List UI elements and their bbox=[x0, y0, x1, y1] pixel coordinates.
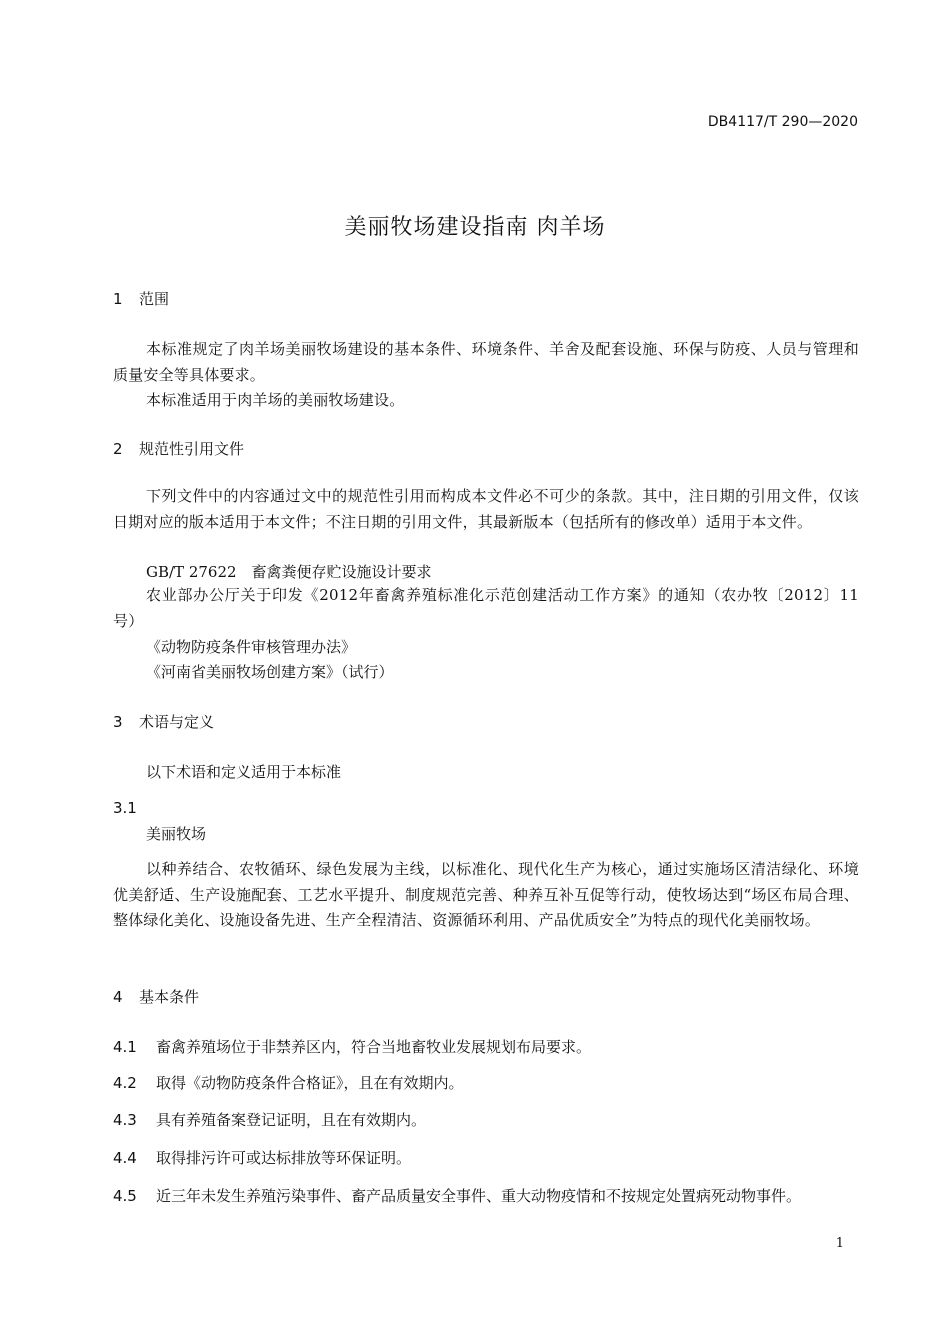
section-number: 3 bbox=[113, 713, 123, 731]
condition-item bbox=[113, 1036, 591, 1057]
condition-number: 4.2 bbox=[113, 1074, 137, 1092]
section-number: 4 bbox=[113, 988, 123, 1006]
section-title: 术语与定义 bbox=[139, 713, 215, 731]
condition-item bbox=[113, 1147, 411, 1168]
reference-item: GB/T 27622 畜禽粪便存贮设施设计要求 bbox=[146, 563, 432, 581]
term-definition: 以种养结合、农牧循环、绿色发展为主线，以标准化、现代化生产为核心，通过实施场区清洁绿化、环境优美舒适、生产设施配套、工艺水平提升、制度规范完善、种养互补互促等行动，使牧场达到“场区布局合理、整体绿化美化、设施设备先进、生产全程清洁、资源循环利用、产品优质安全”为特点的现代化美丽牧场。 bbox=[113, 860, 859, 929]
page-number: 1 bbox=[835, 1236, 844, 1251]
section-title: 规范性引用文件 bbox=[139, 440, 245, 458]
condition-text: 近三年未发生养殖污染事件、畜产品质量安全事件、重大动物疫情和不按规定处置病死动物事件。 bbox=[156, 1187, 802, 1205]
section-title: 范围 bbox=[139, 290, 170, 308]
reference-item: 《河南省美丽牧场创建方案》（试行） bbox=[146, 663, 394, 681]
document-title: 美丽牧场建设指南 肉羊场 bbox=[344, 215, 606, 240]
condition-item bbox=[113, 1185, 801, 1206]
condition-number: 4.1 bbox=[113, 1038, 137, 1056]
section-number: 1 bbox=[113, 290, 123, 308]
condition-text: 具有养殖备案登记证明，且在有效期内。 bbox=[156, 1111, 427, 1129]
scope-paragraph-2: 本标准适用于肉羊场的美丽牧场建设。 bbox=[146, 391, 405, 409]
condition-text: 取得排污许可或达标排放等环保证明。 bbox=[156, 1149, 412, 1167]
section-heading-terms bbox=[113, 711, 214, 732]
reference-item: 《动物防疫条件审核管理办法》 bbox=[146, 638, 357, 656]
reference-item: 农业部办公厅关于印发《2012年畜禽养殖标准化示范创建活动工作方案》的通知（农办牧〔2012〕11号） bbox=[113, 586, 859, 630]
section-heading-references bbox=[113, 438, 244, 459]
condition-number: 4.5 bbox=[113, 1187, 137, 1205]
scope-paragraph-1: 本标准规定了肉羊场美丽牧场建设的基本条件、环境条件、羊舍及配套设施、环保与防疫、人员与管理和质量安全等具体要求。 bbox=[113, 340, 859, 384]
section-heading-scope bbox=[113, 288, 169, 309]
section-title: 基本条件 bbox=[139, 988, 200, 1006]
condition-item bbox=[113, 1109, 426, 1130]
section-heading-conditions bbox=[113, 986, 199, 1007]
section-number: 2 bbox=[113, 440, 123, 458]
references-intro: 下列文件中的内容通过文中的规范性引用而构成本文件必不可少的条款。其中，注日期的引用文件，仅该日期对应的版本适用于本文件；不注日期的引用文件，其最新版本（包括所有的修改单）适用于本文件。 bbox=[113, 487, 859, 531]
term-number: 3.1 bbox=[113, 799, 137, 817]
term-name: 美丽牧场 bbox=[146, 825, 207, 843]
condition-item bbox=[113, 1072, 464, 1093]
document-number: DB4117/T 290—2020 bbox=[707, 114, 858, 130]
condition-text: 取得《动物防疫条件合格证》，且在有效期内。 bbox=[156, 1074, 464, 1092]
terms-intro: 以下术语和定义适用于本标准 bbox=[146, 763, 342, 781]
condition-number: 4.4 bbox=[113, 1149, 137, 1167]
condition-text: 畜禽养殖场位于非禁养区内，符合当地畜牧业发展规划布局要求。 bbox=[156, 1038, 592, 1056]
condition-number: 4.3 bbox=[113, 1111, 137, 1129]
